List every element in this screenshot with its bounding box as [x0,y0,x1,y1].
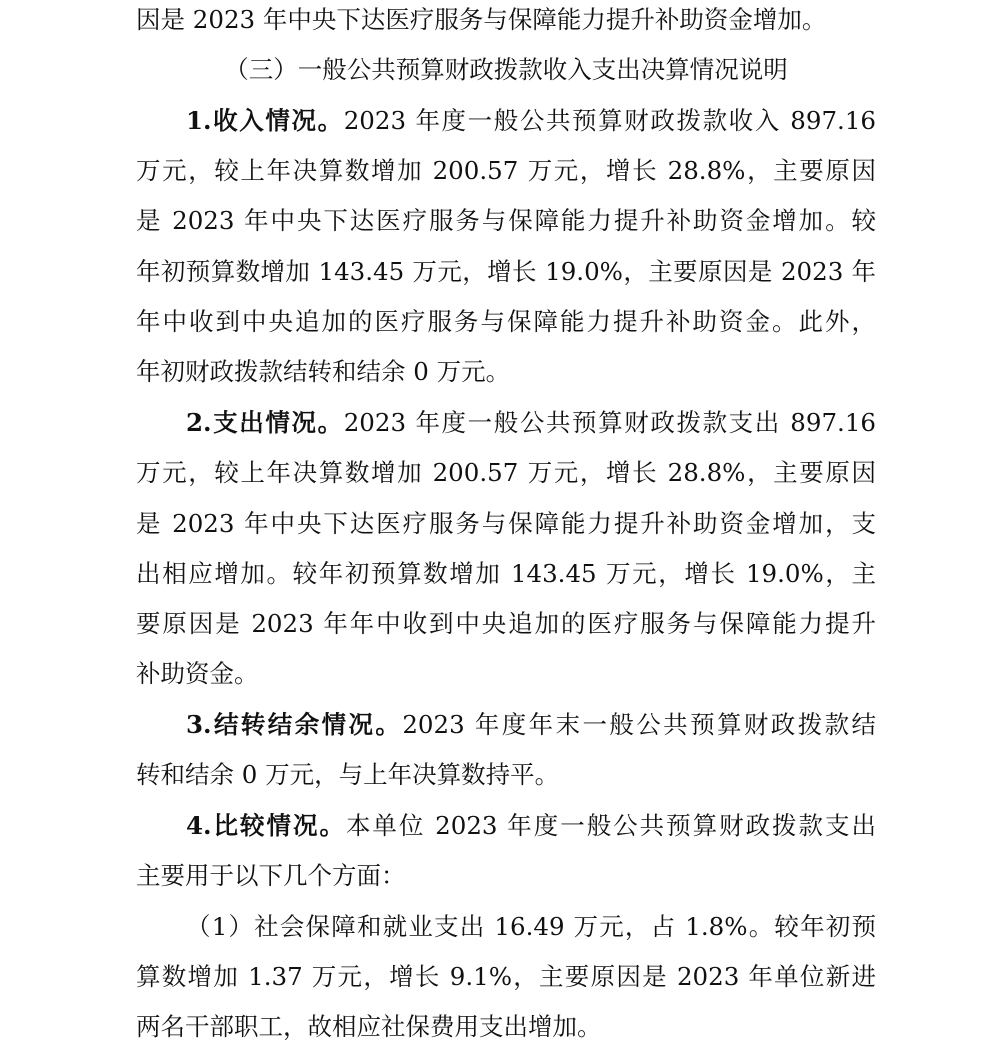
paragraph-line [186,103,876,139]
section-heading: （三）一般公共预算财政拨款收入支出决算情况说明 [224,55,788,84]
paragraph-lead: 2.支出情况。 [186,408,344,437]
paragraph-text: 2023 年度一般公共预算财政拨款支出 897.16 [343,408,877,437]
paragraph-line: 算数增加 1.37 万元，增长 9.1%，主要原因是 2023 年单位新进 [136,962,876,991]
paragraph-line: 年中收到中央追加的医疗服务与保障能力提升补助资金。此外， [136,307,876,336]
paragraph-text: 本单位 2023 年度一般公共预算财政拨款支出 [345,811,876,840]
paragraph-line: 万元，较上年决算数增加 200.57 万元，增长 28.8%，主要原因 [136,458,876,487]
paragraph-text: 2023 年度年末一般公共预算财政拨款结 [402,710,877,739]
paragraph-line: 是 2023 年中央下达医疗服务与保障能力提升补助资金增加，支 [136,509,876,538]
paragraph-lead: 1.收入情况。 [186,106,344,135]
paragraph-line: 要原因是 2023 年年中收到中央追加的医疗服务与保障能力提升 [136,609,876,638]
paragraph-line: 出相应增加。较年初预算数增加 143.45 万元，增长 19.0%，主 [136,559,876,588]
paragraph-line: 转和结余 0 万元，与上年决算数持平。 [136,760,560,789]
paragraph-text: 2023 年度一般公共预算财政拨款收入 897.16 [343,106,877,135]
paragraph-line [186,405,876,441]
paragraph-line: 补助资金。 [136,659,259,688]
paragraph-lead: 3.结转结余情况。 [186,710,403,739]
paragraph-line: 主要用于以下几个方面： [136,861,406,890]
paragraph-line: 年初财政拨款结转和结余 0 万元。 [136,357,511,386]
paragraph-line: 两名干部职工，故相应社保费用支出增加。 [136,1012,602,1041]
paragraph-line: 万元，较上年决算数增加 200.57 万元，增长 28.8%，主要原因 [136,156,876,185]
paragraph-line [186,707,876,743]
paragraph-line: 是 2023 年中央下达医疗服务与保障能力提升补助资金增加。较 [136,206,876,235]
paragraph-line: 年初预算数增加 143.45 万元，增长 19.0%，主要原因是 2023 年 [136,257,876,286]
paragraph-line: 因是 2023 年中央下达医疗服务与保障能力提升补助资金增加。 [136,5,827,34]
paragraph-line: （1）社会保障和就业支出 16.49 万元，占 1.8%。较年初预 [186,912,876,941]
paragraph-line [186,808,876,844]
paragraph-lead: 4.比较情况。 [186,811,346,840]
